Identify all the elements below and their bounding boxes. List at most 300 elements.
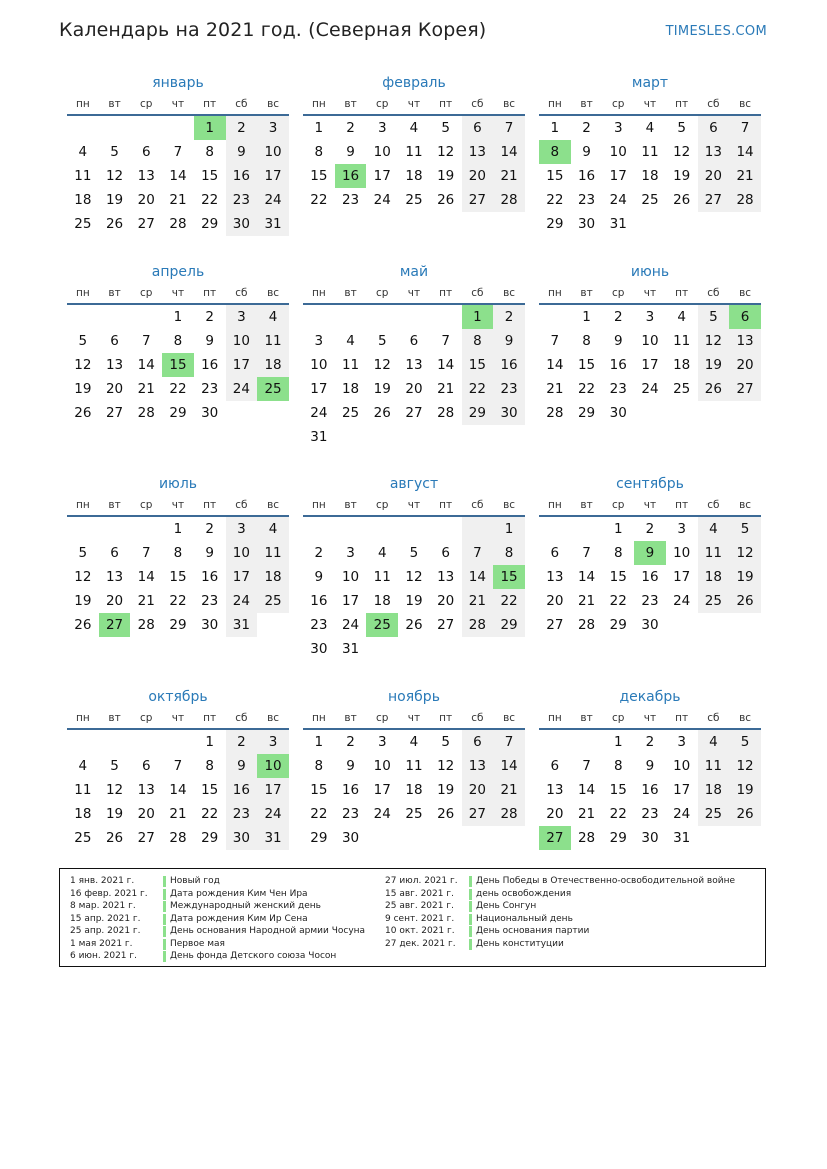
day-cell: 27 [405,405,423,421]
day-cell: 7 [441,333,450,349]
day-cell: 6 [550,758,560,774]
day-cell: 10 [310,357,328,373]
day-cell: 6 [441,545,450,561]
day-cell: 5 [729,517,761,541]
day-cell: 18 [373,593,391,609]
month-name: февраль [382,75,446,91]
day-cell: 24 [373,806,391,822]
day-cell: 23 [641,806,659,822]
day-cell: 2 [346,120,355,136]
day-cell: 24 [609,192,627,208]
day-cell: 2 [582,120,591,136]
day-cell: 5 [698,305,730,329]
days-grid [67,305,289,425]
day-cell: 10 [257,140,289,164]
weekday-header [303,495,525,517]
month-7 [67,473,289,637]
day-cell: 22 [169,593,187,609]
weekday-label: чт [407,98,421,110]
weekday-label: пн [311,287,326,299]
day-cell: 11 [698,541,730,565]
legend-holiday-name: День Сонгун [476,901,537,911]
legend-date: 9 сент. 2021 г. [385,913,455,924]
day-cell: 19 [105,806,124,822]
weekday-label: ср [376,287,389,299]
weekday-label: вс [503,712,516,724]
day-cell: 29 [201,830,219,846]
page-title: Календарь на 2021 год. (Северная Корея) [59,19,487,41]
empty-cell [67,116,99,140]
day-cell: 28 [493,802,525,826]
day-cell: 30 [609,405,627,421]
day-cell: 1 [613,734,623,750]
day-cell: 21 [137,593,155,609]
legend-date: 25 авг. 2021 г. [385,901,454,911]
day-cell: 4 [377,545,387,561]
day-cell: 18 [257,353,289,377]
empty-cell [539,517,571,541]
day-cell: 29 [169,405,187,421]
day-cell: 7 [582,758,591,774]
day-cell: 6 [409,333,419,349]
weekday-label: пн [75,712,90,724]
weekday-label: пн [547,712,562,724]
weekday-label: вт [108,499,121,511]
day-cell: 22 [577,381,596,397]
weekday-label: пн [547,499,562,511]
day-cell: 27 [137,830,155,846]
weekday-label: пт [439,287,453,299]
day-cell: 11 [641,144,659,160]
day-cell: 23 [201,593,219,609]
day-cell: 5 [409,545,419,561]
day-cell: 14 [493,754,525,778]
day-cell: 17 [641,357,659,373]
day-cell: 15 [169,569,187,585]
empty-cell [130,730,162,754]
day-cell: 15 [609,569,627,585]
day-cell: 20 [698,164,730,188]
empty-cell [303,305,335,329]
day-cell: 20 [137,192,155,208]
day-cell: 24 [310,405,328,421]
day-cell: 10 [673,758,691,774]
day-cell: 23 [226,188,258,212]
weekday-label: пт [675,712,689,724]
empty-cell [366,305,398,329]
day-cell: 19 [405,593,423,609]
day-cell: 11 [74,782,92,798]
weekday-label: чт [171,712,185,724]
empty-cell [99,116,131,140]
day-cell: 17 [609,168,627,184]
weekday-label: пн [75,98,90,110]
days-grid [539,730,761,850]
weekday-label: вт [108,287,121,299]
day-cell: 2 [645,734,655,750]
weekday-label: пн [547,98,562,110]
day-cell: 29 [577,405,596,421]
day-cell: 30 [341,830,360,846]
weekday-label: ср [612,287,625,299]
day-cell: 17 [257,778,289,802]
day-cell: 22 [310,806,328,822]
day-cell: 14 [577,782,596,798]
day-cell: 13 [137,168,155,184]
day-cell: 8 [173,333,183,349]
day-cell: 28 [729,188,761,212]
holiday-day-cell: 25 [366,613,398,637]
day-cell: 26 [105,216,124,232]
day-cell: 1 [205,734,214,750]
day-cell: 12 [437,758,455,774]
day-cell: 25 [74,216,92,232]
day-cell: 20 [137,806,155,822]
day-cell: 17 [257,164,289,188]
day-cell: 18 [405,168,423,184]
day-cell: 3 [257,730,289,754]
day-cell: 19 [729,565,761,589]
day-cell: 19 [437,782,455,798]
weekday-header [303,283,525,305]
legend-holiday-name: Национальный день [476,913,573,924]
day-cell: 11 [405,144,423,160]
day-cell: 9 [226,140,258,164]
day-cell: 20 [462,164,494,188]
day-cell: 13 [546,569,564,585]
day-cell: 29 [546,216,564,232]
day-cell: 24 [226,589,258,613]
holiday-color-marker [163,889,166,900]
month-name: октябрь [148,689,208,705]
day-cell: 31 [257,826,289,850]
day-cell: 22 [169,381,187,397]
day-cell: 12 [105,782,124,798]
legend-date: 1 мая 2021 г. [70,938,133,949]
weekday-label: пн [311,712,326,724]
weekday-label: сб [707,499,720,511]
weekday-header [303,708,525,730]
day-cell: 19 [74,593,92,609]
weekday-header [67,283,289,305]
holiday-color-marker [469,901,472,912]
weekday-header [539,94,761,116]
holiday-day-cell: 10 [257,754,289,778]
weekday-label: сб [707,287,720,299]
legend-holiday-name: День фонда Детского союза Чосон [170,951,337,961]
month-name: ноябрь [388,689,440,705]
day-cell: 18 [698,565,730,589]
empty-cell [539,305,571,329]
day-cell: 6 [698,116,730,140]
day-cell: 16 [609,357,627,373]
day-cell: 3 [613,120,623,136]
day-cell: 5 [441,120,450,136]
day-cell: 16 [641,782,659,798]
day-cell: 19 [698,353,730,377]
weekday-label: сб [235,712,248,724]
day-cell: 10 [673,545,691,561]
day-cell: 14 [546,357,564,373]
day-cell: 4 [677,309,686,325]
day-cell: 15 [609,782,627,798]
day-cell: 16 [493,353,525,377]
day-cell: 25 [641,192,659,208]
day-cell: 23 [341,192,360,208]
day-cell: 28 [169,216,187,232]
day-cell: 15 [201,168,219,184]
day-cell: 11 [74,168,92,184]
day-cell: 5 [677,120,686,136]
weekday-label: вт [344,499,357,511]
empty-cell [130,517,162,541]
empty-cell [571,730,603,754]
day-cell: 6 [110,333,119,349]
day-cell: 22 [462,377,494,401]
weekday-label: сб [471,98,484,110]
day-cell: 14 [169,168,187,184]
days-grid [67,517,289,637]
day-cell: 21 [729,164,761,188]
day-cell: 2 [613,309,623,325]
weekday-label: пт [439,712,453,724]
empty-cell [67,517,99,541]
day-cell: 3 [377,734,387,750]
empty-cell [398,305,430,329]
day-cell: 30 [641,830,659,846]
day-cell: 12 [373,357,391,373]
month-10 [67,686,289,850]
day-cell: 3 [346,545,355,561]
weekday-header [67,495,289,517]
weekday-label: пт [675,98,689,110]
day-cell: 23 [226,802,258,826]
day-cell: 14 [729,140,761,164]
day-cell: 20 [437,593,455,609]
day-cell: 21 [137,381,155,397]
day-cell: 23 [310,617,328,633]
day-cell: 16 [226,778,258,802]
day-cell: 21 [493,164,525,188]
day-cell: 6 [462,730,494,754]
day-cell: 27 [137,216,155,232]
day-cell: 7 [141,333,151,349]
day-cell: 21 [546,381,564,397]
day-cell: 16 [641,569,659,585]
day-cell: 7 [493,116,525,140]
day-cell: 1 [493,517,525,541]
day-cell: 3 [226,305,258,329]
day-cell: 18 [341,381,360,397]
day-cell: 4 [409,120,419,136]
day-cell: 18 [74,192,92,208]
day-cell: 8 [173,545,183,561]
holiday-color-marker [163,939,166,950]
day-cell: 23 [493,377,525,401]
day-cell: 4 [78,758,88,774]
day-cell: 12 [673,144,691,160]
day-cell: 5 [78,545,88,561]
legend-date: 6 июн. 2021 г. [70,951,137,961]
legend-holiday-name: Дата рождения Ким Чен Ира [170,888,308,899]
legend-date: 27 июл. 2021 г. [385,876,458,886]
day-cell: 24 [257,802,289,826]
day-cell: 18 [257,565,289,589]
day-cell: 4 [346,333,355,349]
weekday-label: ср [140,287,153,299]
day-cell: 19 [105,192,124,208]
day-cell: 15 [577,357,596,373]
day-cell: 5 [441,734,450,750]
legend-holiday-name: День конституции [476,938,564,949]
weekday-label: пн [75,287,90,299]
holiday-color-marker [163,914,166,925]
day-cell: 26 [74,617,92,633]
empty-cell [430,305,462,329]
day-cell: 28 [577,617,596,633]
weekday-label: чт [171,287,185,299]
day-cell: 8 [462,329,494,353]
holiday-day-cell: 6 [729,305,761,329]
holiday-color-marker [469,889,472,900]
day-cell: 13 [405,357,423,373]
day-cell: 17 [226,353,258,377]
weekday-label: вт [344,287,357,299]
day-cell: 2 [314,545,324,561]
day-cell: 10 [641,333,659,349]
day-cell: 27 [105,405,124,421]
day-cell: 18 [74,806,92,822]
day-cell: 29 [169,617,187,633]
day-cell: 13 [437,569,455,585]
site-link[interactable]: TIMESLES.COM [665,24,767,39]
day-cell: 8 [314,144,324,160]
weekday-label: вс [739,712,752,724]
day-cell: 9 [346,144,355,160]
day-cell: 22 [609,806,627,822]
empty-cell [335,305,367,329]
weekday-label: вт [344,712,357,724]
day-cell: 16 [201,357,219,373]
holiday-day-cell: 27 [99,613,131,637]
day-cell: 14 [437,357,455,373]
day-cell: 6 [550,545,560,561]
weekday-label: вс [739,98,752,110]
holiday-day-cell: 25 [257,377,289,401]
day-cell: 30 [641,617,659,633]
month-1 [67,72,289,236]
month-name: декабрь [619,689,681,705]
holiday-day-cell: 15 [162,353,194,377]
day-cell: 29 [462,401,494,425]
holiday-day-cell: 8 [539,140,571,164]
weekday-label: вт [108,98,121,110]
weekday-label: вс [267,499,280,511]
day-cell: 24 [373,192,391,208]
day-cell: 21 [493,778,525,802]
month-2 [303,72,525,212]
day-cell: 7 [550,333,560,349]
day-cell: 1 [550,120,560,136]
day-cell: 22 [493,589,525,613]
month-name: апрель [151,264,205,280]
day-cell: 7 [582,545,591,561]
weekday-label: пт [675,499,689,511]
weekday-label: ср [612,499,625,511]
legend-date: 10 окт. 2021 г. [385,926,455,936]
day-cell: 20 [105,593,124,609]
day-cell: 31 [673,830,691,846]
day-cell: 11 [698,754,730,778]
day-cell: 25 [405,192,423,208]
day-cell: 28 [546,405,564,421]
month-name: сентябрь [616,476,684,492]
day-cell: 20 [105,381,124,397]
day-cell: 17 [226,565,258,589]
day-cell: 4 [645,120,655,136]
day-cell: 22 [609,593,627,609]
day-cell: 3 [257,116,289,140]
day-cell: 30 [577,216,596,232]
day-cell: 25 [673,381,691,397]
day-cell: 31 [257,212,289,236]
day-cell: 5 [377,333,387,349]
day-cell: 7 [173,758,183,774]
day-cell: 21 [169,192,187,208]
legend-holiday-name: День Победы в Отечественно-освободительной войне [476,876,736,886]
day-cell: 7 [729,116,761,140]
day-cell: 11 [673,333,691,349]
day-cell: 29 [310,830,328,846]
day-cell: 10 [341,569,360,585]
day-cell: 18 [405,782,423,798]
day-cell: 9 [226,754,258,778]
day-cell: 26 [698,377,730,401]
legend-holiday-name: Первое мая [170,938,225,949]
day-cell: 9 [645,758,655,774]
day-cell: 31 [609,216,627,232]
day-cell: 4 [698,517,730,541]
day-cell: 23 [577,192,596,208]
day-cell: 18 [641,168,659,184]
day-cell: 8 [205,144,214,160]
holiday-color-marker [163,901,166,912]
weekday-label: чт [171,98,185,110]
day-cell: 31 [341,641,360,657]
empty-cell [162,116,194,140]
legend-holiday-name: День основания Народной армии Чосуна [170,926,366,936]
day-cell: 12 [74,357,92,373]
legend-holiday-name: Дата рождения Ким Ир Сена [170,913,308,924]
day-cell: 7 [462,541,494,565]
day-cell: 24 [673,806,691,822]
legend-date: 16 февр. 2021 г. [70,888,148,899]
day-cell: 26 [729,802,761,826]
weekday-label: вт [580,712,593,724]
day-cell: 10 [226,541,258,565]
legend-date: 27 дек. 2021 г. [385,938,456,949]
day-cell: 3 [314,333,324,349]
legend-date: 25 апр. 2021 г. [70,926,141,936]
day-cell: 15 [546,168,564,184]
day-cell: 1 [314,120,324,136]
weekday-label: вс [267,287,280,299]
month-6 [539,261,761,425]
day-cell: 3 [677,521,686,537]
day-cell: 19 [373,381,391,397]
month-12 [539,686,761,850]
weekday-label: сб [707,712,720,724]
